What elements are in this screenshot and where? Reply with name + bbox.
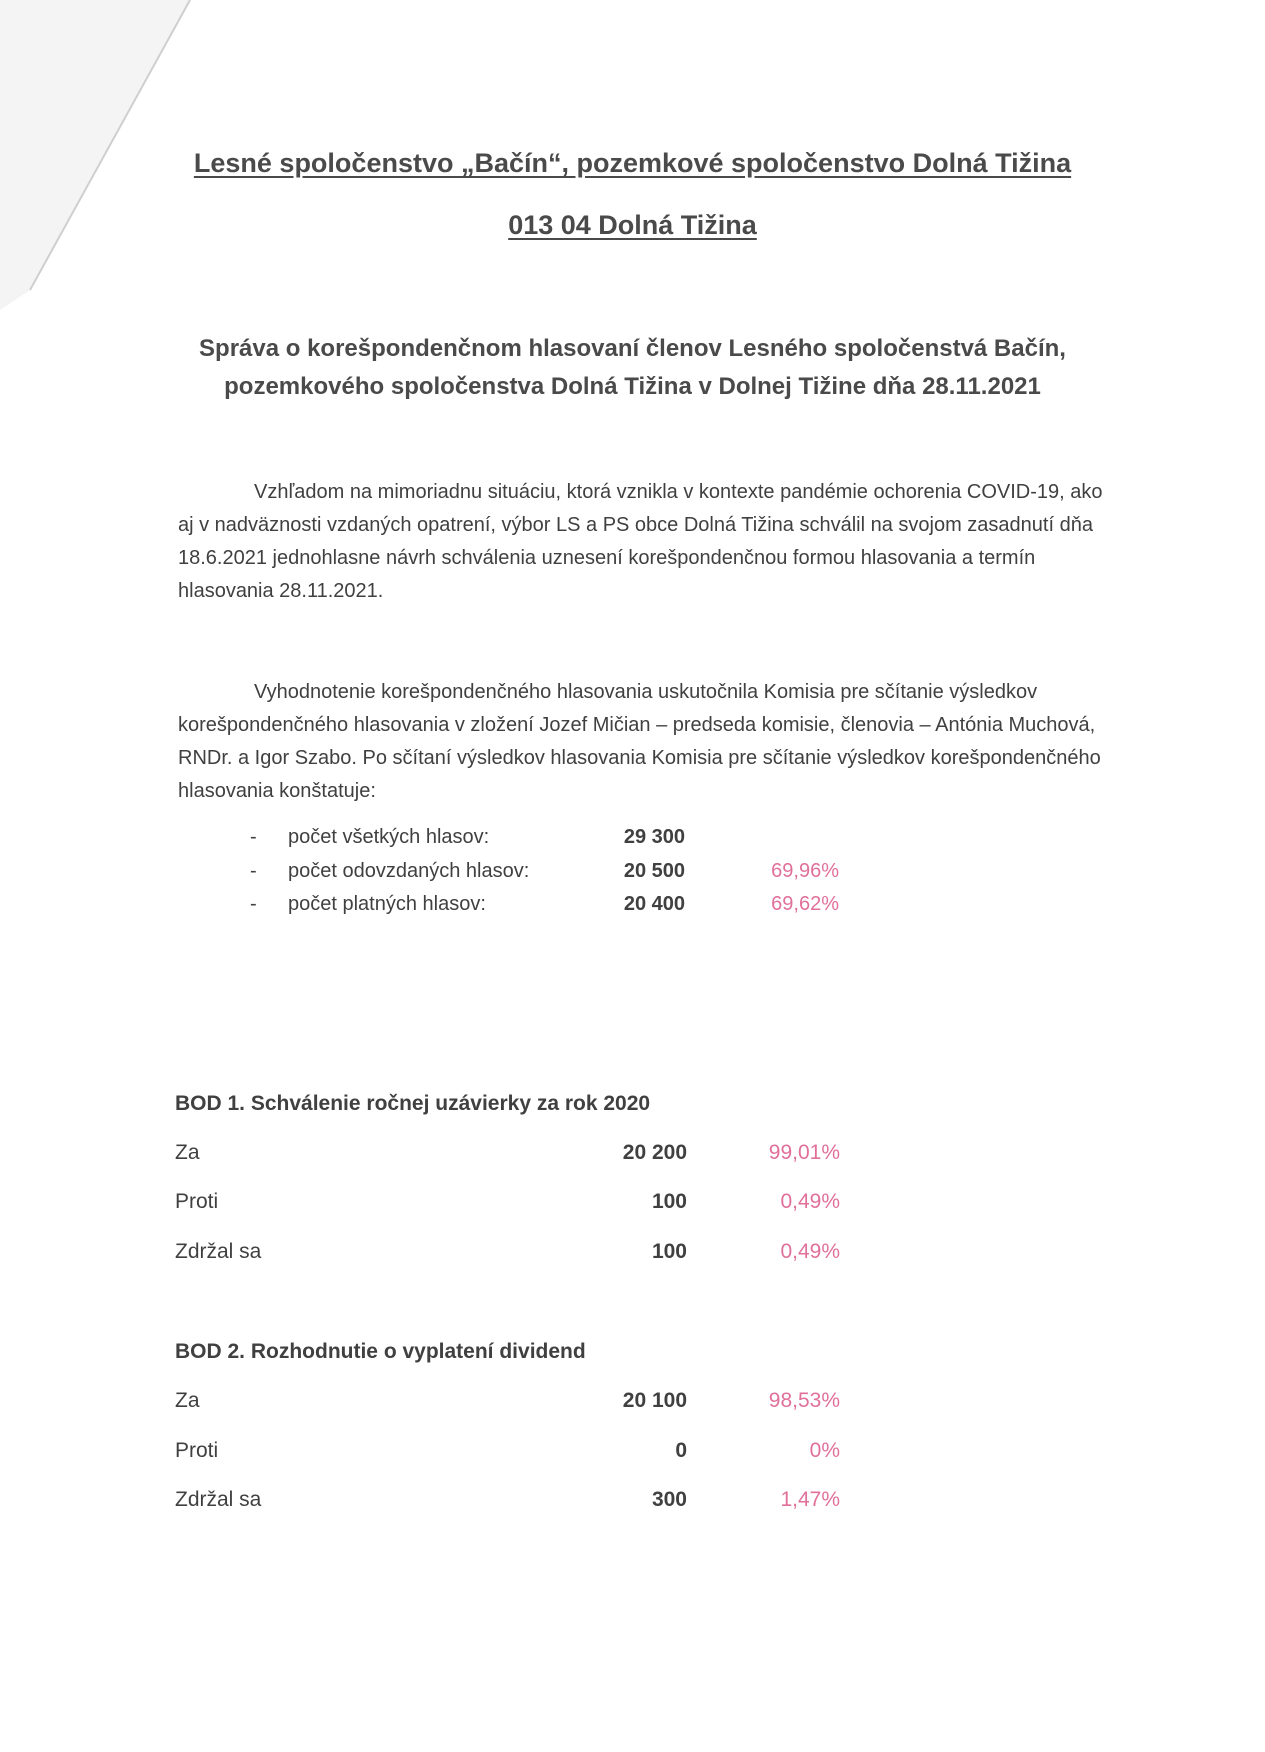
stat-percent: 69,62%: [771, 893, 839, 915]
vote-label: Za: [175, 1389, 200, 1412]
stat-label: počet odovzdaných hlasov:: [288, 860, 530, 882]
bod1-title: BOD 1. Schválenie ročnej uzávierky za rok 2020: [175, 1092, 651, 1115]
bod1-row-for: [0, 1141, 1265, 1175]
vote-count: 100: [651, 1240, 687, 1263]
intro-paragraph: [178, 476, 1118, 608]
vote-percent: 99,01%: [768, 1141, 840, 1164]
evaluation-paragraph: [178, 676, 1118, 808]
list-dash: -: [250, 826, 257, 848]
vote-percent: 0,49%: [780, 1240, 840, 1263]
stat-value: 20 400: [623, 893, 685, 915]
report-title-line-2: pozemkového spoločenstva Dolná Tižina v Dolnej Tižine dňa 28.11.2021: [224, 373, 1041, 400]
bod2-row-against: [0, 1439, 1265, 1473]
stat-value: 20 500: [623, 860, 685, 882]
vote-label: Zdržal sa: [175, 1488, 262, 1511]
report-title: [0, 330, 1265, 406]
vote-count: 20 100: [622, 1389, 687, 1412]
organization-address: 013 04 Dolná Tižina: [508, 210, 757, 240]
stat-label: počet platných hlasov:: [288, 893, 486, 915]
stat-label: počet všetkých hlasov:: [288, 826, 490, 848]
stat-row-submitted: [0, 860, 1265, 893]
vote-label: Proti: [175, 1439, 219, 1462]
stat-percent: 69,96%: [771, 860, 839, 882]
bod2-title: BOD 2. Rozhodnutie o vyplatení dividend: [175, 1340, 586, 1363]
vote-label: Proti: [175, 1190, 219, 1213]
intro-paragraph-text: Vzhľadom na mimoriadnu situáciu, ktorá vznikla v kontexte pandémie ochorenia COVID-19, ako aj v nadväznosti vzdaných opatrení, výbor LS a PS obce Dolná Tižina schválil na svojom zasadnutí dňa 18.6.2021 jednohlasne návrh schválenia uznesení korešpondenčnou formou hlasovania a termín hlasovania 28.11.2021.: [178, 481, 1103, 602]
bod2-row-abstain: [0, 1488, 1265, 1522]
bod1-row-against: [0, 1190, 1265, 1224]
vote-count: 100: [651, 1190, 687, 1213]
bod1-row-abstain: [0, 1240, 1265, 1274]
organization-name: Lesné spoločenstvo „Bačín“, pozemkové spoločenstvo Dolná Tižina: [193, 148, 1072, 178]
vote-percent: 0,49%: [780, 1190, 840, 1213]
evaluation-paragraph-text: Vyhodnotenie korešpondenčného hlasovania uskutočnila Komisia pre sčítanie výsledkov korešpondenčného hlasovania v zložení Jozef Mičian – predseda komisie, členovia – Antónia Muchová, RNDr. a Igor Szabo. Po sčítaní výsledkov hlasovania Komisia pre sčítanie výsledkov korešpondenčného hlasovania konštatuje:: [178, 681, 1101, 802]
stat-row-valid: [0, 893, 1265, 926]
bod2-row-for: [0, 1389, 1265, 1423]
vote-count: 300: [651, 1488, 687, 1511]
vote-label: Za: [175, 1141, 200, 1164]
stat-value: 29 300: [623, 826, 685, 848]
vote-percent: 98,53%: [768, 1389, 840, 1412]
report-title-line-1: Správa o korešpondenčnom hlasovaní členov Lesného spoločenstvá Bačín,: [199, 335, 1066, 362]
vote-count: 20 200: [622, 1141, 687, 1164]
vote-percent: 1,47%: [780, 1488, 840, 1511]
list-dash: -: [250, 860, 257, 882]
vote-label: Zdržal sa: [175, 1240, 262, 1263]
vote-count: 0: [675, 1439, 687, 1462]
vote-percent: 0%: [809, 1439, 840, 1462]
stat-row-total: [0, 826, 1265, 859]
list-dash: -: [250, 893, 257, 915]
